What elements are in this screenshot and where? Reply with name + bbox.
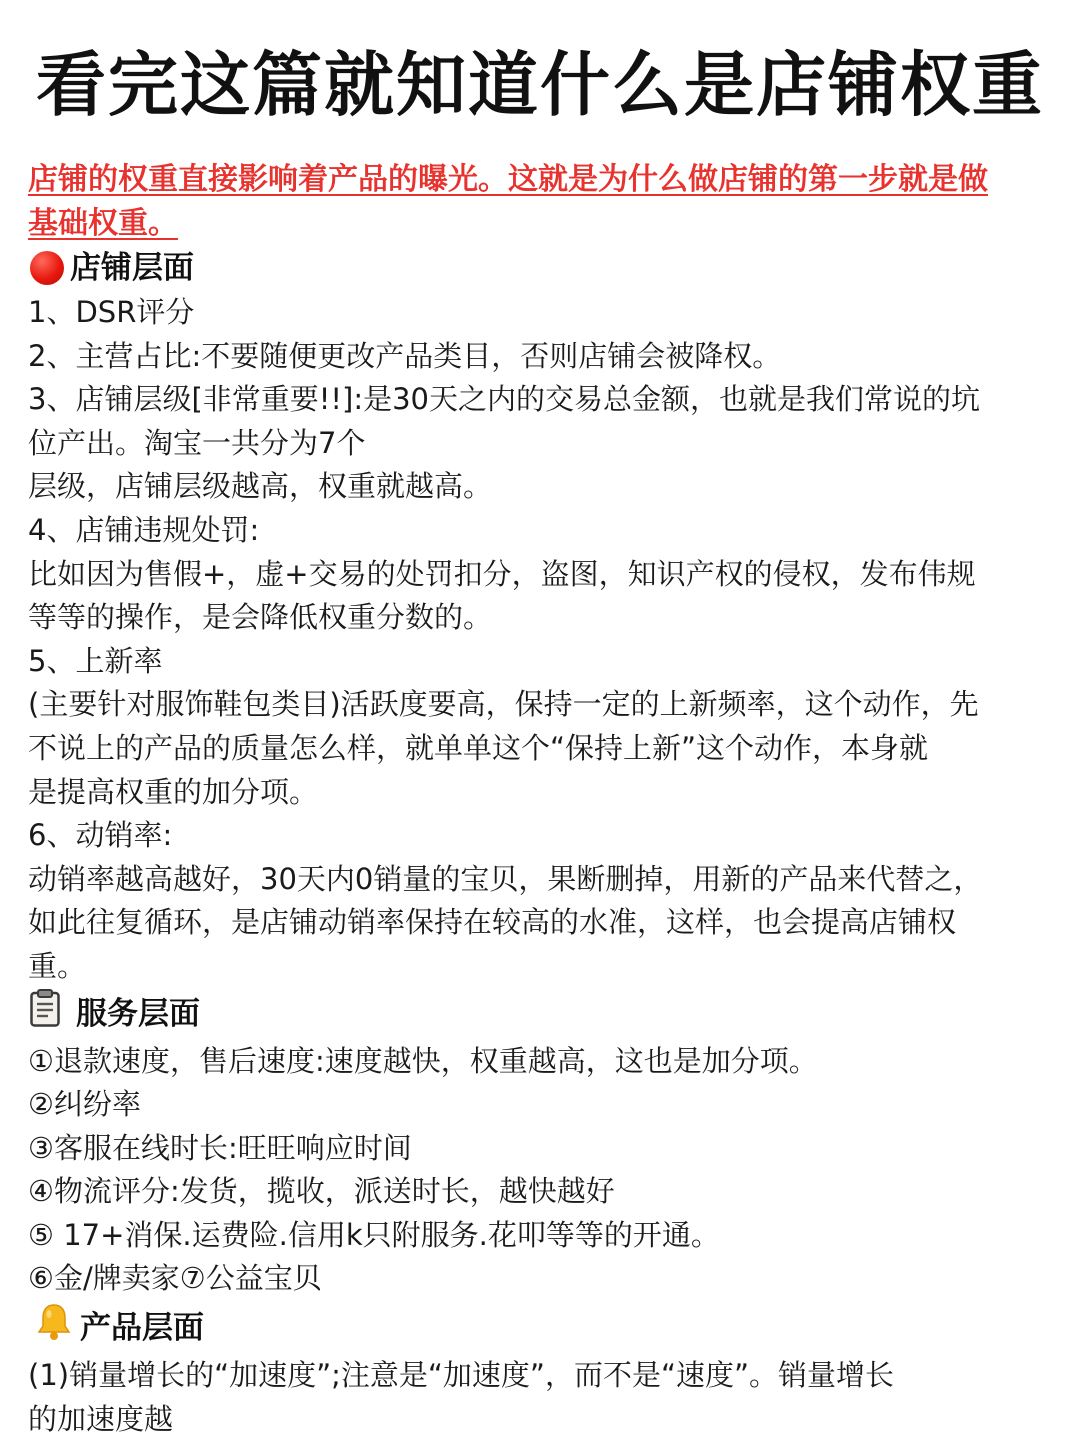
section-heading-label: 服务层面 [76, 996, 200, 1032]
list-item: 重。 [28, 948, 87, 983]
list-item: 1、DSR评分 [28, 295, 195, 329]
section-heading-label: 店铺层面 [70, 250, 194, 286]
bell-icon [28, 1301, 74, 1354]
list-item: 等等的操作，是会降低权重分数的。 [28, 600, 493, 635]
section-heading-store [28, 245, 1058, 291]
intro-line: 店铺的权重直接影响着产品的曝光。这就是为什么做店铺的第一步就是做 [28, 162, 988, 197]
list-item: 是提高权重的加分项。 [28, 774, 319, 809]
article-content [28, 245, 1058, 1441]
list-item: 6、动销率: [28, 818, 173, 853]
red-circle-icon [30, 251, 64, 285]
list-item: ②纠纷率 [28, 1087, 141, 1122]
list-item: 层级，店铺层级越高，权重就越高。 [28, 469, 493, 504]
list-item: 的加速度越 [28, 1401, 174, 1436]
list-item: 4、店铺违规处罚: [28, 512, 260, 547]
section-heading-label: 产品层面 [80, 1309, 204, 1346]
list-item: ⑤ 17+消保.运费险.信用k只附服务.花叩等等的开通。 [28, 1217, 720, 1252]
list-item: (主要针对服饰鞋包类目)活跃度要高，保持一定的上新频率，这个动作，先 [28, 687, 979, 722]
intro-highlight [28, 158, 1048, 246]
list-item: ①退款速度，售后速度:速度越快，权重越高，这也是加分项。 [28, 1043, 818, 1078]
list-item: 5、上新率 [28, 643, 163, 678]
list-item: 不说上的产品的质量怎么样，就单单这个“保持上新”这个动作，本身就 [28, 730, 929, 765]
list-item: 动销率越高越好，30天内0销量的宝贝，果断删掉，用新的产品来代替之， [28, 861, 983, 896]
list-item: 位产出。淘宝一共分为7个 [28, 425, 366, 460]
list-item: ⑥金/牌卖家⑦公益宝贝 [28, 1261, 322, 1296]
intro-line: 基础权重。 [28, 206, 178, 241]
list-item: 比如因为售假+，虚+交易的处罚扣分，盗图，知识产权的侵权，发布伟规 [28, 556, 976, 591]
page-title: 看完这篇就知道什么是店铺权重 [36, 44, 1044, 126]
clipboard-icon [28, 989, 70, 1040]
list-item: 如此往复循环，是店铺动销率保持在较高的水准，这样，也会提高店铺权 [28, 905, 957, 940]
list-item: (1)销量增长的“加速度”;注意是“加速度”，而不是“速度”。销量增长 [28, 1358, 894, 1393]
list-item: 2、主营占比:不要随便更改产品类目，否则店铺会被降权。 [28, 338, 782, 373]
list-item: ④物流评分:发货，揽收，派送时长，越快越好 [28, 1174, 615, 1209]
section-heading-service [28, 989, 1058, 1040]
section-heading-product [28, 1301, 1058, 1354]
list-item: 3、店铺层级[非常重要!!]:是30天之内的交易总金额，也就是我们常说的坑 [28, 382, 981, 417]
list-item: ③客服在线时长:旺旺响应时间 [28, 1130, 412, 1165]
